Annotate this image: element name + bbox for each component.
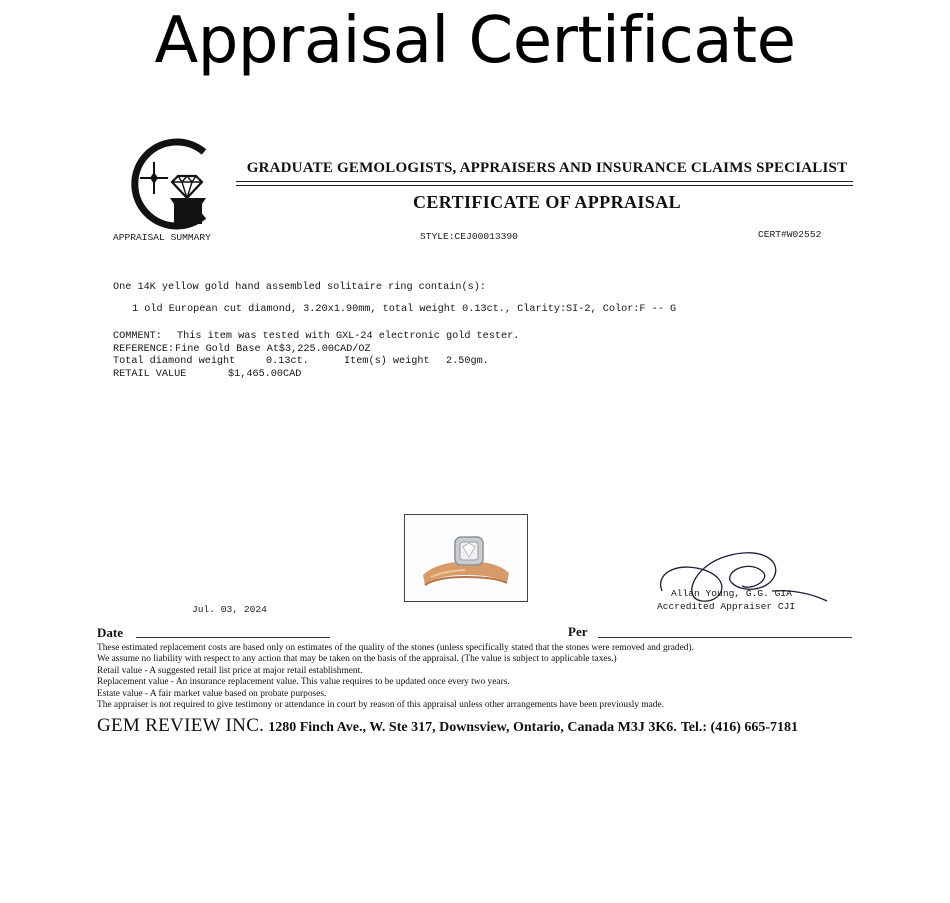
- company-phone: Tel.: (416) 665-7181: [680, 720, 799, 735]
- company-address: 1280 Finch Ave., W. Ste 317, Downsview, Ontario, Canada M3J 3K6.: [268, 720, 677, 735]
- disclaimer-line: Estate value - A fair market value based on probate purposes.: [97, 688, 327, 699]
- comment-text: This item was tested with GXL-24 electronic gold tester.: [177, 331, 520, 342]
- per-signature-line: [598, 637, 852, 638]
- comment-label: COMMENT:: [113, 331, 162, 342]
- company-footer: [97, 715, 798, 737]
- certificate-title: CERTIFICATE OF APPRAISAL: [413, 192, 681, 212]
- style-number: STYLE:CEJ00013390: [420, 231, 518, 242]
- disclaimer-line: The appraiser is not required to give testimony or attendance in court by reason of this appraisal unless other arrangements have been previously made.: [97, 700, 665, 711]
- appraiser-name: Allan Young, G.G. GIA: [671, 588, 792, 599]
- disclaimer-block: [97, 643, 694, 711]
- retail-value-label: RETAIL VALUE: [113, 369, 187, 380]
- disclaimer-line: Replacement value - An insurance replacement value. This value requires to be updated once every two years.: [97, 677, 510, 688]
- disclaimer-line: These estimated replacement costs are based only on estimates of the quality of the stones (unless specifically stated that the stones were removed and graded).: [97, 643, 694, 653]
- gem-logo-icon: [120, 138, 214, 234]
- ring-photo: [404, 514, 528, 602]
- cert-number: CERT#W02552: [758, 229, 822, 240]
- item-weight-label: Item(s) weight: [344, 356, 430, 367]
- per-label: Per: [568, 624, 588, 639]
- header-rule-bottom: [236, 185, 853, 186]
- disclaimer-line: Retail value - A suggested retail list price at major retail establishment.: [97, 665, 363, 676]
- item-weight-value: 2.50gm.: [446, 356, 489, 367]
- appraisal-summary-label: APPRAISAL SUMMARY: [113, 232, 211, 243]
- diamond-weight-label: Total diamond weight: [113, 356, 236, 367]
- reference-text: Fine Gold Base At$3,225.00CAD/OZ: [175, 344, 371, 355]
- diamond-details: 1 old European cut diamond, 3.20x1.90mm, total weight 0.13ct., Clarity:SI-2, Color:F -- G: [132, 304, 677, 315]
- date-signature-line: [136, 637, 330, 638]
- certificate-header: GRADUATE GEMOLOGISTS, APPRAISERS AND INSURANCE CLAIMS SPECIALIST: [246, 160, 848, 176]
- diamond-weight-value: 0.13ct.: [266, 356, 309, 367]
- header-rule-top: [236, 181, 853, 182]
- page-title: Appraisal Certificate: [154, 4, 796, 78]
- date-value: Jul. 03, 2024: [192, 604, 267, 615]
- retail-value: $1,465.00CAD: [228, 369, 302, 380]
- appraiser-title: Accredited Appraiser CJI: [657, 601, 796, 612]
- item-description: One 14K yellow gold hand assembled solitaire ring contain(s):: [113, 282, 486, 293]
- company-name: GEM REVIEW INC.: [97, 715, 265, 736]
- reference-label: REFERENCE:: [113, 344, 175, 355]
- disclaimer-line: We assume no liability with respect to any action that may be taken on the basis of the appraisal. (The value is subject to applicable taxes.): [97, 654, 617, 665]
- ring-image: [405, 515, 527, 601]
- date-label: Date: [97, 625, 123, 640]
